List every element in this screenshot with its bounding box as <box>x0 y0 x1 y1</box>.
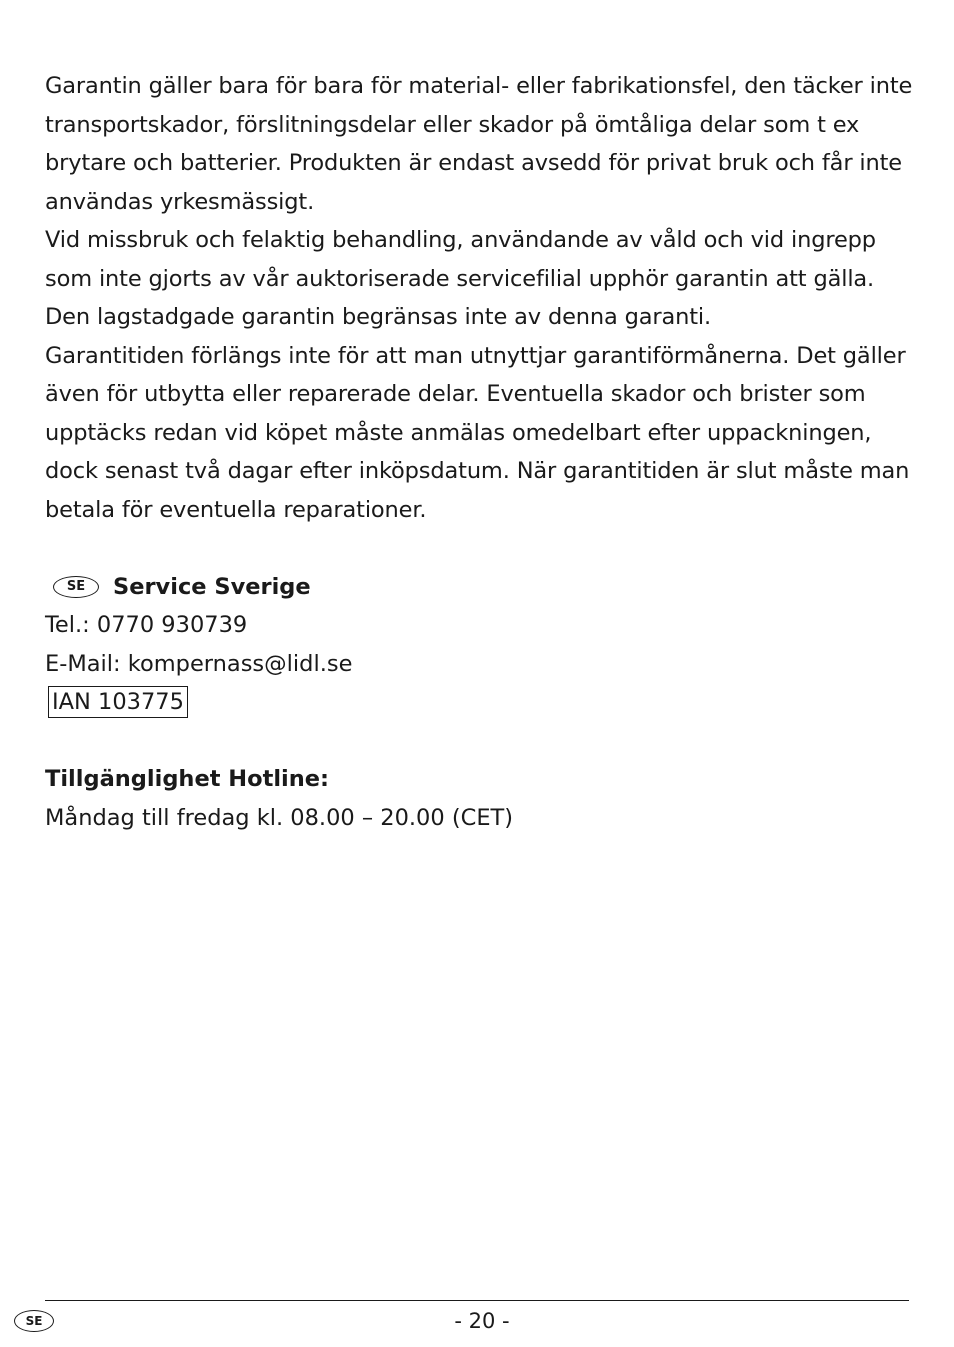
ian-number-box: IAN 103775 <box>48 686 188 718</box>
warranty-paragraph-3: Garantitiden förlängs inte för att man utnyttjar garantiförmånerna. Det gäller även för utbytta eller reparerade delar. Eventuella skador och brister som upptäcks redan vid köpet måste anmälas omedelbart efter uppackningen, dock senast två dagar efter inköpsdatum. När garantitiden är slut måste man betala för eventuella reparationer. <box>45 342 910 523</box>
service-title: Service Sverige <box>113 573 311 600</box>
page-number: - 20 - <box>454 1309 510 1333</box>
ian-row <box>45 683 915 722</box>
section-spacer <box>45 722 915 761</box>
hotline-title: Tillgänglighet Hotline: <box>45 766 330 792</box>
service-heading <box>45 568 915 607</box>
warranty-paragraph-1: Garantin gäller bara för bara för material- eller fabrikationsfel, den täcker inte transportskador, förslitningsdelar eller skador på ömtåliga delar som t ex brytare och batterier. Produkten är endast avsedd för privat bruk och får inte användas yrkesmässigt. <box>45 73 913 215</box>
service-email: E-Mail: kompernass@lidl.se <box>45 650 353 677</box>
warranty-paragraph-2: Vid missbruk och felaktig behandling, användande av våld och vid ingrepp som inte gjorts av vår auktoriserade servicefilial upphör garantin att gälla. Den lagstadgade garantin begränsas inte av denna garanti. <box>45 227 876 330</box>
country-badge-icon: SE <box>53 576 99 598</box>
hotline-hours: Måndag till fredag kl. 08.00 – 20.00 (CET) <box>45 804 514 831</box>
page-content <box>45 67 915 837</box>
footer-divider <box>45 1300 909 1301</box>
footer-country-badge-icon: SE <box>14 1310 54 1332</box>
service-phone: Tel.: 0770 930739 <box>45 612 248 638</box>
